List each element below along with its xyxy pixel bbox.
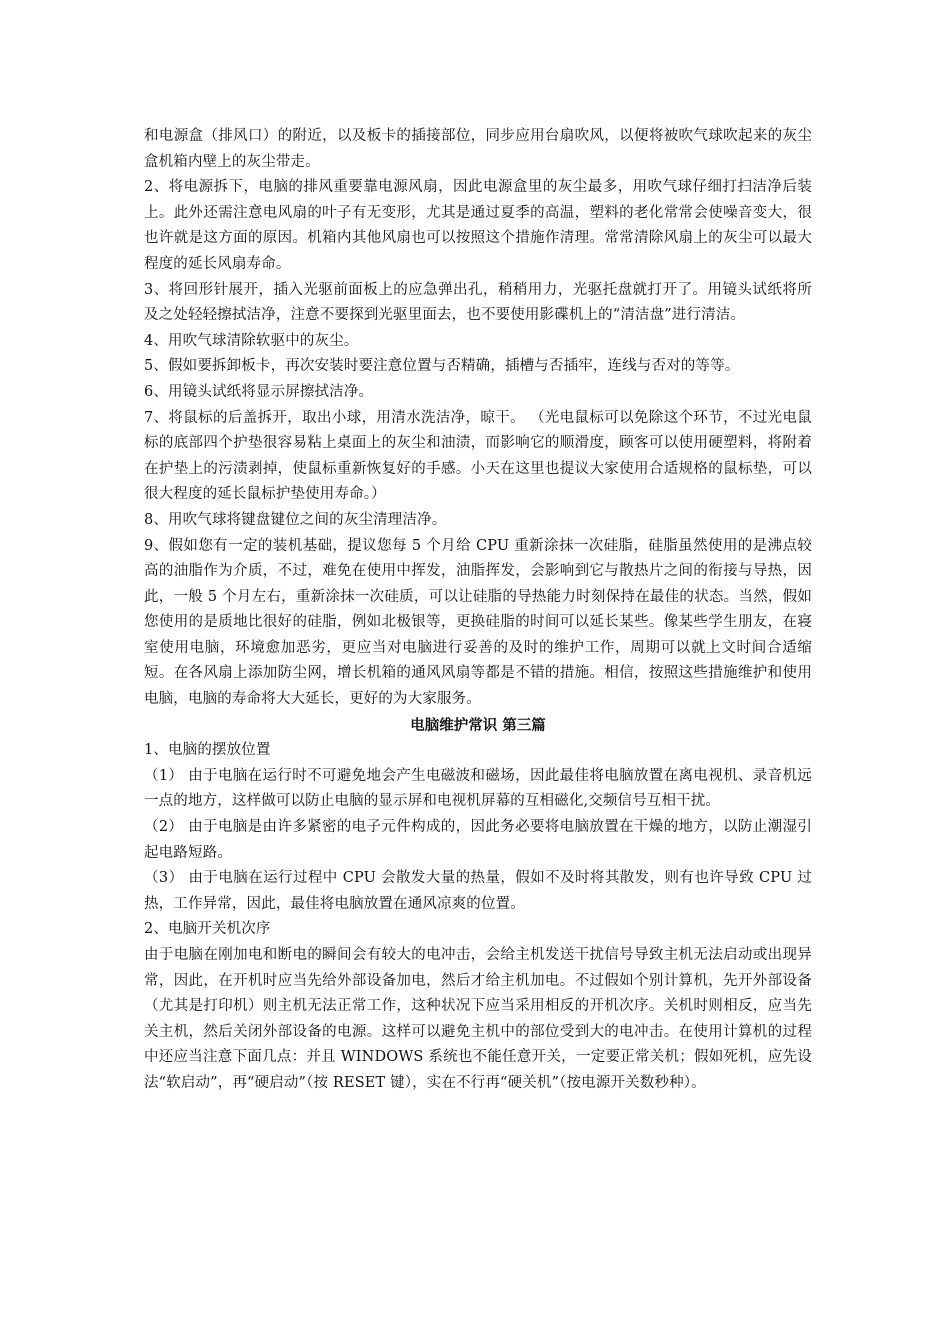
paragraph-step-8-keyboard: 8、用吹气球将键盘键位之间的灰尘清理洁净。	[144, 511, 447, 528]
paragraph-step-4-floppy-drive: 4、用吹气球清除软驱中的灰尘。	[144, 332, 359, 349]
paragraph-step-3-optical-drive: 3、将回形针展开，插入光驱前面板上的应急弹出孔，稍稍用力，光驱托盘就打开了。用镜头试纸将所及之处轻轻擦拭洁净，注意不要探到光驱里面去，也不要使用影碟机上的“清洁盘”进行清洁。	[144, 281, 812, 324]
paragraph-dust-cleaning-continued: 和电源盒（排风口）的附近，以及板卡的插接部位，同步应用台扇吹风，以便将被吹气球吹起来的灰尘盒机箱内壁上的灰尘带走。	[144, 128, 812, 170]
paragraph-placement-3: （3） 由于电脑在运行过程中 CPU 会散发大量的热量，假如不及时将其散发，则有也许导致 CPU 过热，工作异常，因此，最佳将电脑放置在通风凉爽的位置。	[144, 870, 812, 912]
heading-computer-placement: 1、电脑的摆放位置	[144, 742, 271, 759]
paragraph-step-9-thermal-paste: 9、假如您有一定的装机基础，提议您每 5 个月给 CPU 重新涂抹一次硅脂，硅脂虽然使用的是沸点较高的油脂作为介质，不过，难免在使用中挥发，油脂挥发，会影响到它与散热片之间的衔接与导热，因此，一般 5 个月左右，重新涂抹一次硅质，可以让硅脂的导热能力时刻保持在最佳的状态。当然，假如您使用的是质地比很好的硅脂，例如北极银等，更换硅脂的时间可以延长某些。像某些学生朋友，在寝室使用电脑，环境愈加恶劣，更应当对电脑进行妥善的及时的维护工作，周期可以就上文时间合适缩短。在各风扇上添加防尘网，增长机箱的通风风扇等都是不错的措施。相信，按照这些措施维护和使用电脑，电脑的寿命将大大延长，更好的为大家服务。	[144, 537, 812, 708]
paragraph-step-7-mouse: 7、将鼠标的后盖拆开，取出小球，用清水洗洁净，晾干。 （光电鼠标可以免除这个环节，不过光电鼠标的底部四个护垫很容易粘上桌面上的灰尘和油渍，而影响它的顺滑度，顾客可以使用硬塑料，将附着在护垫上的污渍剥掉，使鼠标重新恢复好的手感。小天在这里也提议大家使用合适规格的鼠标垫，可以很大程度的延长鼠标护垫使用寿命。）	[144, 409, 812, 503]
section-title: 电脑维护常识 第三篇	[410, 716, 546, 734]
paragraph-step-5-expansion-cards: 5、假如要拆卸板卡，再次安装时要注意位置与否精确，插槽与否插牢，连线与否对的等等。	[144, 358, 740, 375]
paragraph-step-6-display: 6、用镜头试纸将显示屏擦拭洁净。	[144, 383, 374, 400]
paragraph-placement-1: （1） 由于电脑在运行时不可避免地会产生电磁波和磁场，因此最佳将电脑放置在离电视机、录音机远一点的地方，这样做可以防止电脑的显示屏和电视机屏幕的互相磁化,交频信号互相干扰。	[144, 767, 812, 810]
paragraph-power-order: 由于电脑在刚加电和断电的瞬间会有较大的电冲击，会给主机发送干扰信号导致主机无法启动或出现异常，因此，在开机时应当先给外部设备加电，然后才给主机加电。不过假如个别计算机，先开外部设备（尤其是打印机）则主机无法正常工作，这种状况下应当采用相反的开机次序。关机时则相反，应当先关主机，然后关闭外部设备的电源。这样可以避免主机中的部位受到大的电冲击。在使用计算机的过程中还应当注意下面几点：并且 WINDOWS 系统也不能任意开关，一定要正常关机；假如死机，应先设法“软启动”，再“硬启动”（按 RESET 键），实在不行再“硬关机”（按电源开关数秒种）。	[144, 947, 812, 1091]
paragraph-step-2-power-supply: 2、将电源拆下，电脑的排风重要靠电源风扇，因此电源盒里的灰尘最多，用吹气球仔细打扫洁净后装上。此外还需注意电风扇的叶子有无变形，尤其是通过夏季的高温，塑料的老化常常会使噪音变大，很也许就是这方面的原因。机箱内其他风扇也可以按照这个措施作清理。常常清除风扇上的灰尘可以最大程度的延长风扇寿命。	[144, 179, 812, 272]
document-body	[144, 124, 812, 1097]
paragraph-placement-2: （2） 由于电脑是由许多紧密的电子元件构成的，因此务必要将电脑放置在干燥的地方，以防止潮湿引起电路短路。	[144, 819, 812, 861]
heading-power-order: 2、电脑开关机次序	[144, 921, 271, 938]
